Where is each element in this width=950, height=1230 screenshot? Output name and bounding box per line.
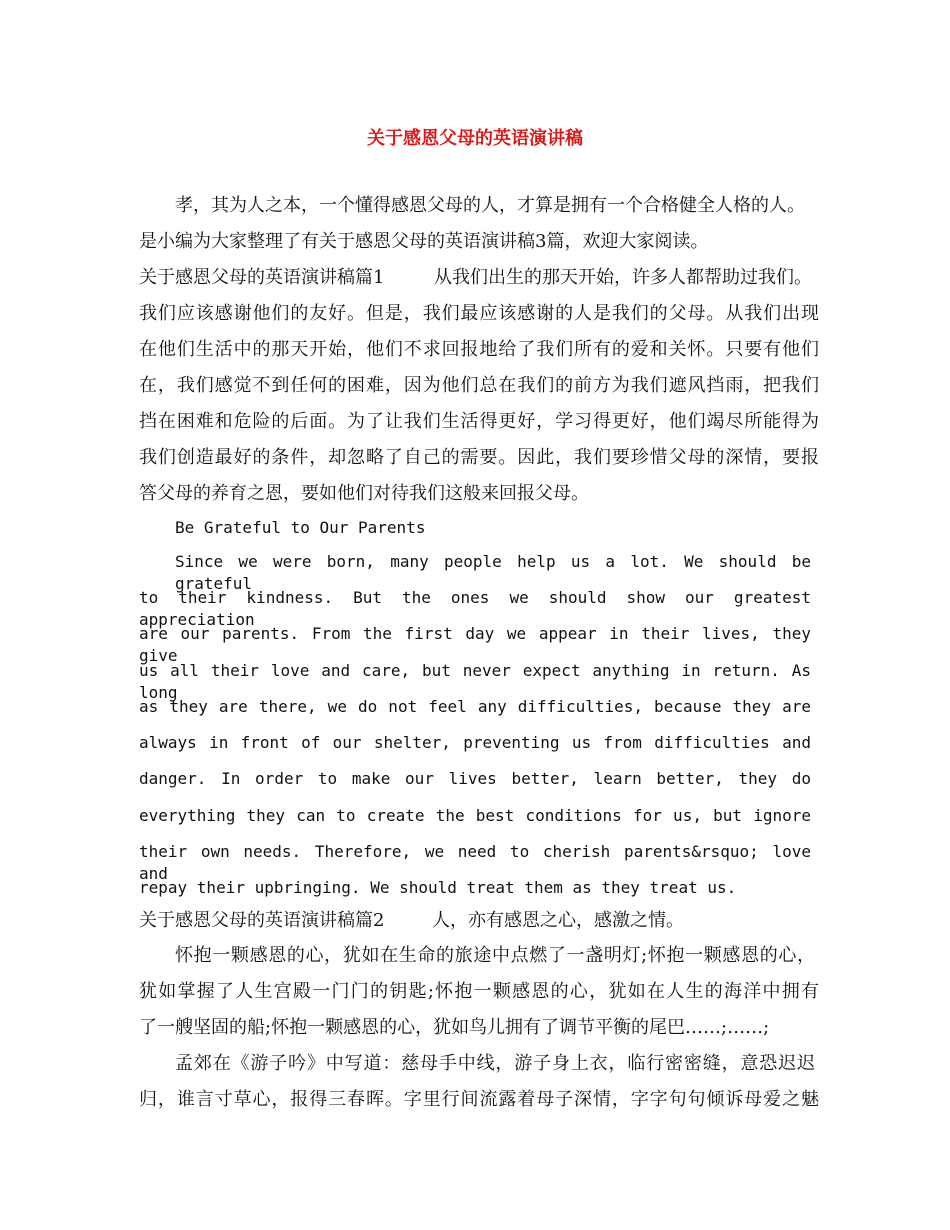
intro-line-1: 孝，其为人之本，一个懂得感恩父母的人，才算是拥有一个合格健全人格的人。 [175, 195, 805, 216]
english-line-3: are our parents. From the first day we appear in their lives, they give [139, 624, 811, 665]
section2-line-3: 了一艘坚固的船;怀抱一颗感恩的心，犹如鸟儿拥有了调节平衡的尾巴……;……; [139, 1017, 770, 1038]
section2-heading: 关于感恩父母的英语演讲稿篇2 [139, 910, 385, 931]
english-line-7: danger. In order to make our lives better, learn better, they do [139, 769, 811, 788]
english-line-5: as they are there, we do not feel any difficulties, because they are [139, 697, 811, 716]
section1-line-4: 在，我们感觉不到任何的困难，因为他们总在我们的前方为我们遮风挡雨，把我们 [139, 375, 819, 396]
section2-line-4: 孟郊在《游子吟》中写道：慈母手中线，游子身上衣，临行密密缝，意恐迟迟 [175, 1053, 815, 1074]
english-line-9: their own needs. Therefore, we need to cherish parents&rsquo; love and [139, 842, 811, 883]
english-line-10: repay their upbringing. We should treat them as they treat us. [139, 878, 737, 897]
section1-line-7: 答父母的养育之恩，要如他们对待我们这般来回报父母。 [139, 483, 589, 504]
section1-heading: 关于感恩父母的英语演讲稿篇1 [139, 267, 385, 288]
english-line-8: everything they can to create the best conditions for us, but ignore [139, 806, 811, 825]
section1-line-2: 我们应该感谢他们的友好。但是，我们最应该感谢的人是我们的父母。从我们出现 [139, 303, 819, 324]
section2-line-5: 归，谁言寸草心，报得三春晖。字里行间流露着母子深情，字字句句倾诉母爱之魅 [139, 1089, 819, 1110]
section1-line-5: 挡在困难和危险的后面。为了让我们生活得更好，学习得更好，他们竭尽所能得为 [139, 411, 819, 432]
section2-heading-tail: 人，亦有感恩之心，感激之情。 [432, 910, 684, 931]
section1-line-1: 从我们出生的那天开始，许多人都帮助过我们。 [434, 267, 812, 288]
document-title: 关于感恩父母的英语演讲稿 [367, 128, 583, 149]
section1-line-3: 在他们生活中的那天开始，他们不求回报地给了我们所有的爱和关怀。只要有他们 [139, 339, 819, 360]
section2-line-1: 怀抱一颗感恩的心，犹如在生命的旅途中点燃了一盏明灯;怀抱一颗感恩的心， [175, 945, 815, 966]
english-line-2: to their kindness. But the ones we should show our greatest appreciation [139, 588, 811, 629]
intro-line-2: 是小编为大家整理了有关于感恩父母的英语演讲稿3篇，欢迎大家阅读。 [139, 231, 709, 252]
section1-line-6: 我们创造最好的条件，却忽略了自己的需要。因此，我们要珍惜父母的深情，要报 [139, 447, 819, 468]
section2-line-2: 犹如掌握了人生宫殿一门门的钥匙;怀抱一颗感恩的心，犹如在人生的海洋中拥有 [139, 981, 819, 1002]
english-title: Be Grateful to Our Parents [175, 518, 426, 537]
english-line-6: always in front of our shelter, preventing us from difficulties and [139, 733, 811, 752]
english-line-4: us all their love and care, but never expect anything in return. As long [139, 661, 811, 702]
english-line-1: Since we were born, many people help us a lot. We should be grateful [175, 552, 811, 593]
